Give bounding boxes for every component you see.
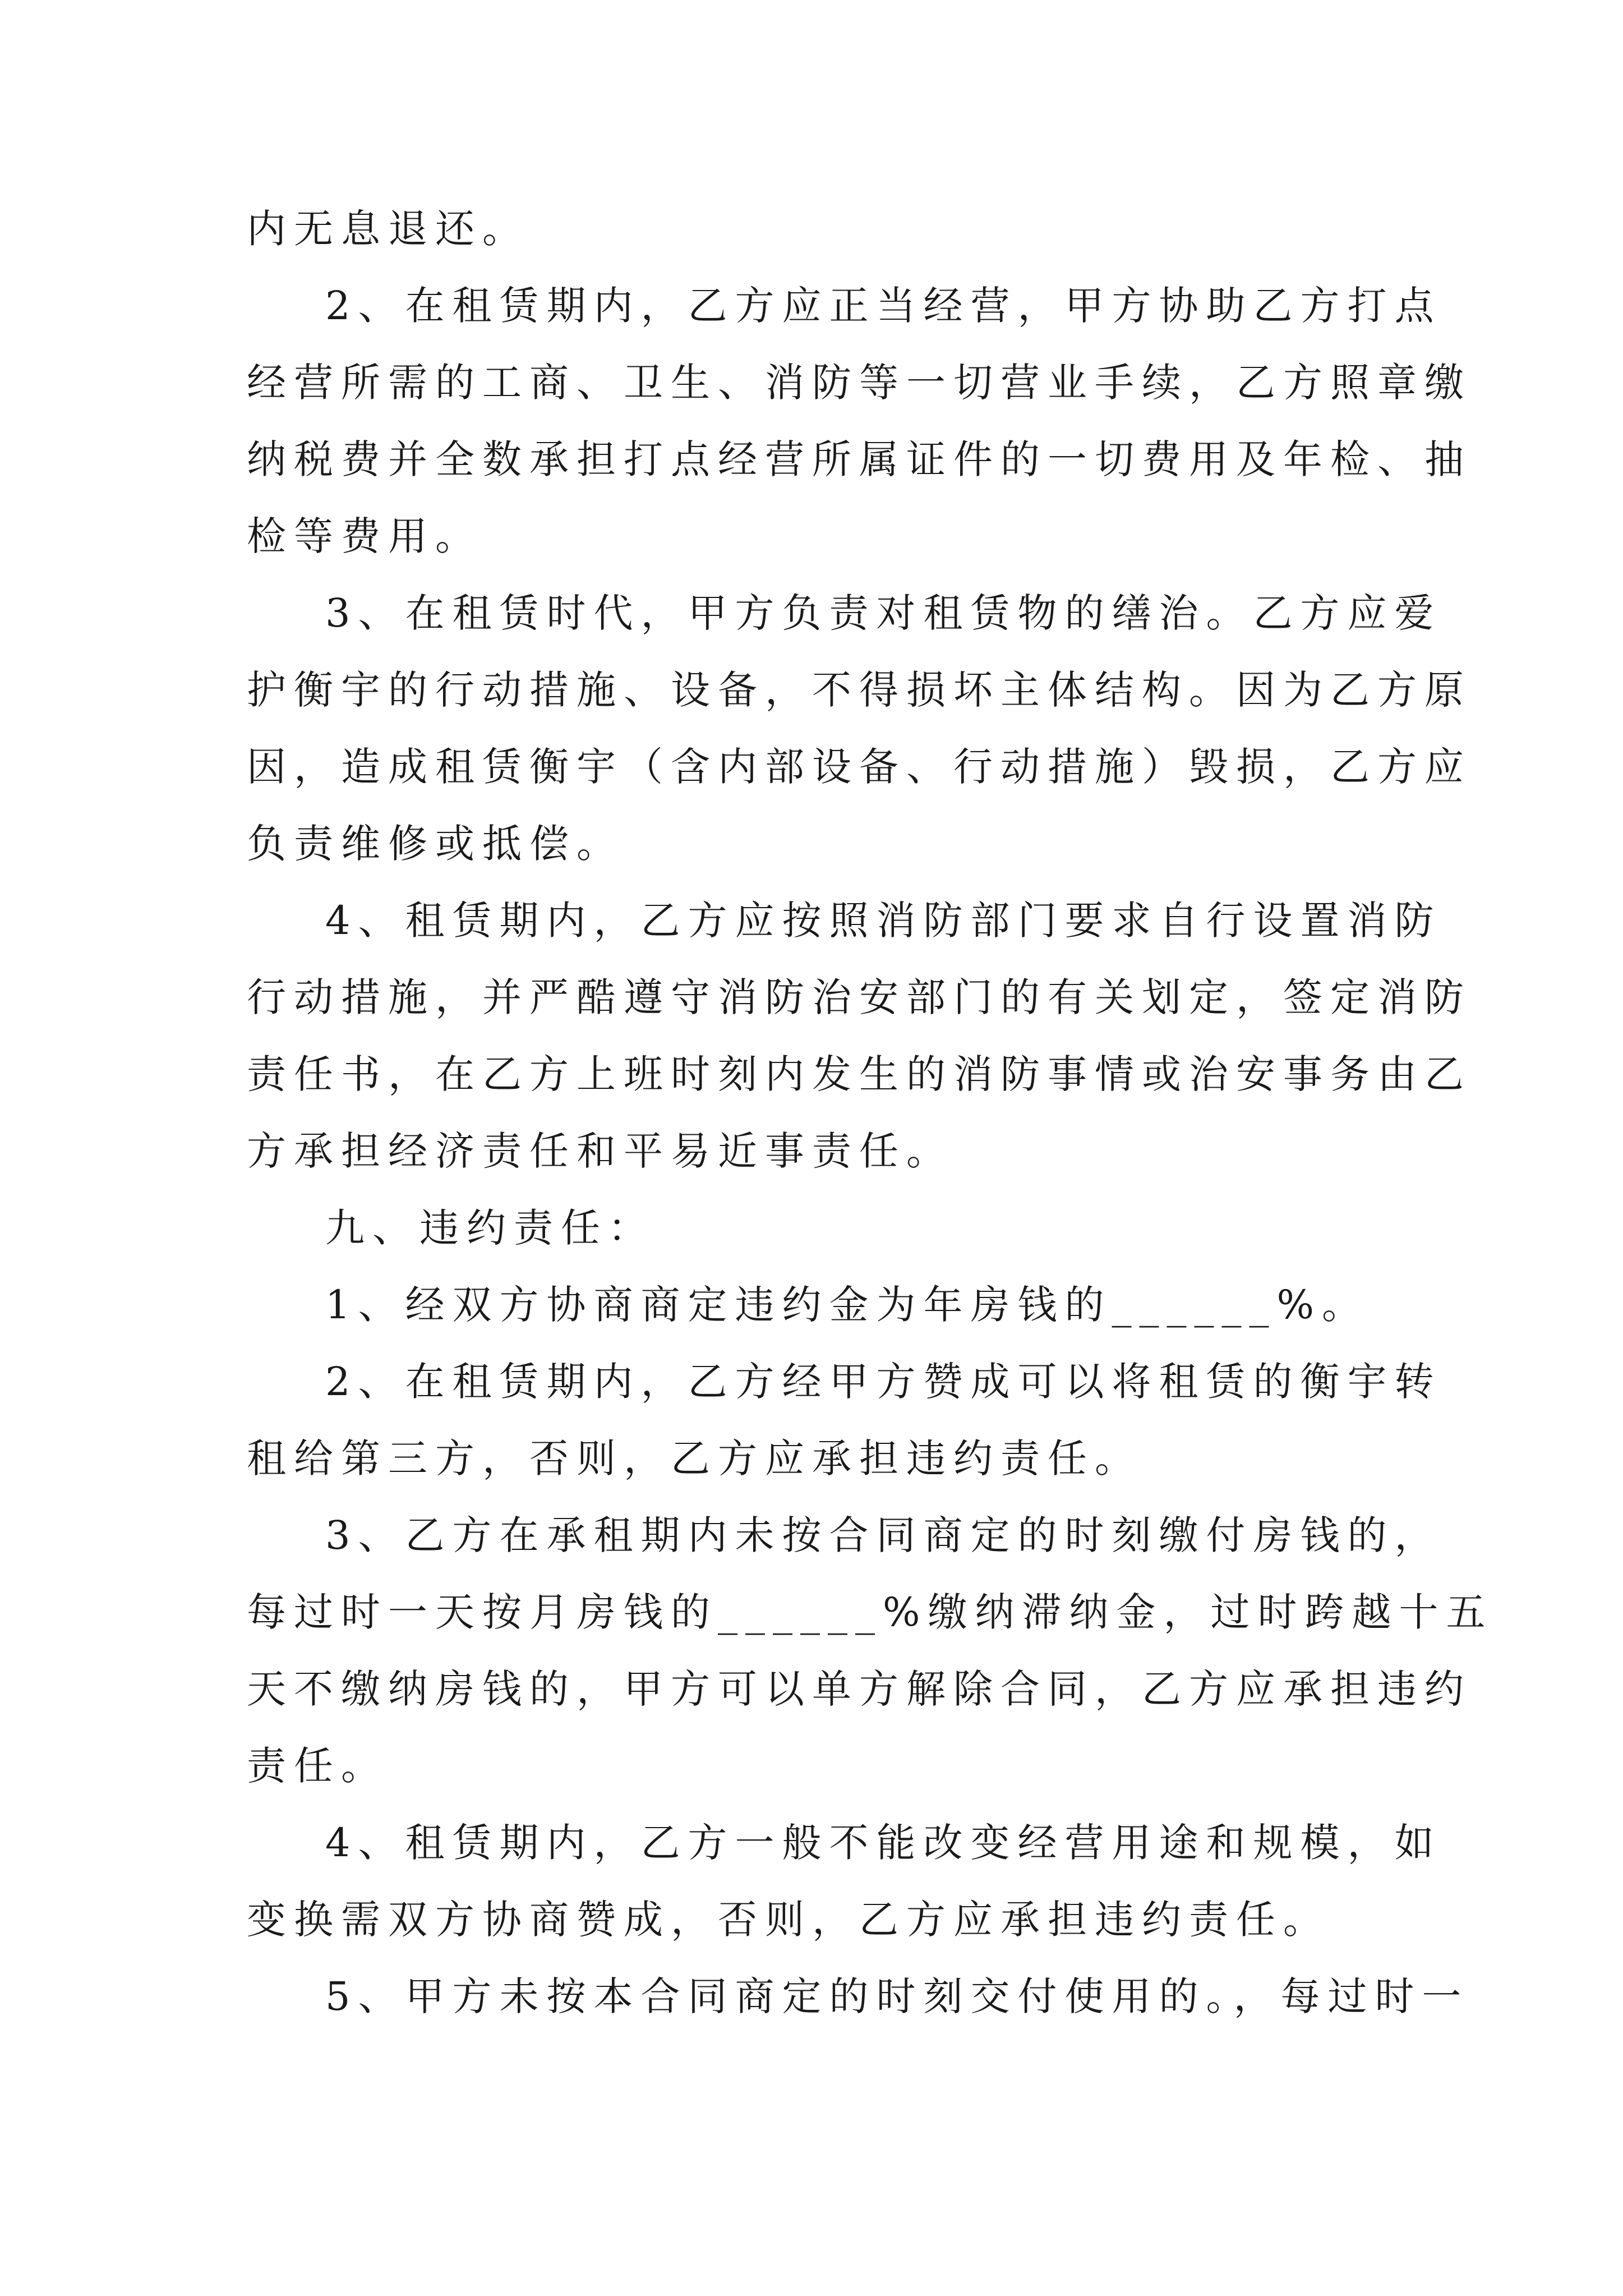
text-line: 内无息退还。 (247, 206, 529, 252)
text-line: 负责维修或抵偿。 (247, 821, 624, 867)
text-line: 责任书，在乙方上班时刻内发生的消防事情或治安事务由乙 (247, 1051, 1472, 1097)
text-line: 2、在租赁期内，乙方经甲方赞成可以将租赁的衡宇转 (325, 1359, 1442, 1405)
text-line: 1、经双方协商商定违约金为年房钱的______%。 (325, 1282, 1370, 1328)
text-line: 租给第三方，否则，乙方应承担违约责任。 (247, 1435, 1142, 1481)
text-line: 行动措施，并严酷遵守消防治安部门的有关划定，签定消防 (247, 974, 1472, 1020)
text-line: 纳税费并全数承担打点经营所属证件的一切费用及年检、抽 (247, 436, 1472, 482)
paragraph-clause-2-operation (247, 268, 1472, 575)
paragraph-breach-5 (247, 1958, 1469, 2035)
document-body (247, 191, 1493, 2035)
paragraph-breach-3 (247, 1497, 1493, 1805)
text-line: 责任。 (247, 1743, 388, 1789)
text-line: 4、租赁期内，乙方应按照消防部门要求自行设置消防 (325, 898, 1442, 944)
text-line: 4、租赁期内，乙方一般不能改变经营用途和规模，如 (325, 1820, 1442, 1866)
text-line: 护衡宇的行动措施、设备，不得损坏主体结构。因为乙方原 (247, 667, 1472, 713)
text-line: 每过时一天按月房钱的______%缴纳滞纳金，过时跨越十五 (247, 1589, 1493, 1635)
paragraph-clause-4-fire-safety (247, 882, 1472, 1190)
paragraph-breach-1 (247, 1267, 1402, 1343)
text-line: 经营所需的工商、卫生、消防等一切营业手续，乙方照章缴 (247, 360, 1472, 406)
paragraph-clause-3-repair (247, 575, 1472, 882)
paragraph-breach-4 (247, 1805, 1442, 1958)
text-line: 天不缴纳房钱的，甲方可以单方解除合同，乙方应承担违约 (247, 1666, 1472, 1712)
text-line: 变换需双方协商赞成，否则，乙方应承担违约责任。 (247, 1897, 1330, 1943)
section-heading-breach-liability (247, 1190, 1402, 1267)
text-line: 5、甲方未按本合同商定的时刻交付使用的。，每过时一 (325, 1973, 1469, 2019)
paragraph-refund-tail (247, 191, 1402, 268)
paragraph-breach-2 (247, 1343, 1442, 1497)
text-line: 因，造成租赁衡宇（含内部设备、行动措施）毁损，乙方应 (247, 744, 1472, 790)
text-line: 3、在租赁时代，甲方负责对租赁物的缮治。乙方应爱 (325, 590, 1442, 636)
text-line: 九、违约责任： (325, 1205, 655, 1251)
text-line: 3、乙方在承租期内未按合同商定的时刻缴付房钱的， (325, 1512, 1442, 1558)
text-line: 方承担经济责任和平易近事责任。 (247, 1128, 953, 1174)
text-line: 检等费用。 (247, 513, 482, 559)
text-line: 2、在租赁期内，乙方应正当经营，甲方协助乙方打点 (325, 283, 1442, 329)
